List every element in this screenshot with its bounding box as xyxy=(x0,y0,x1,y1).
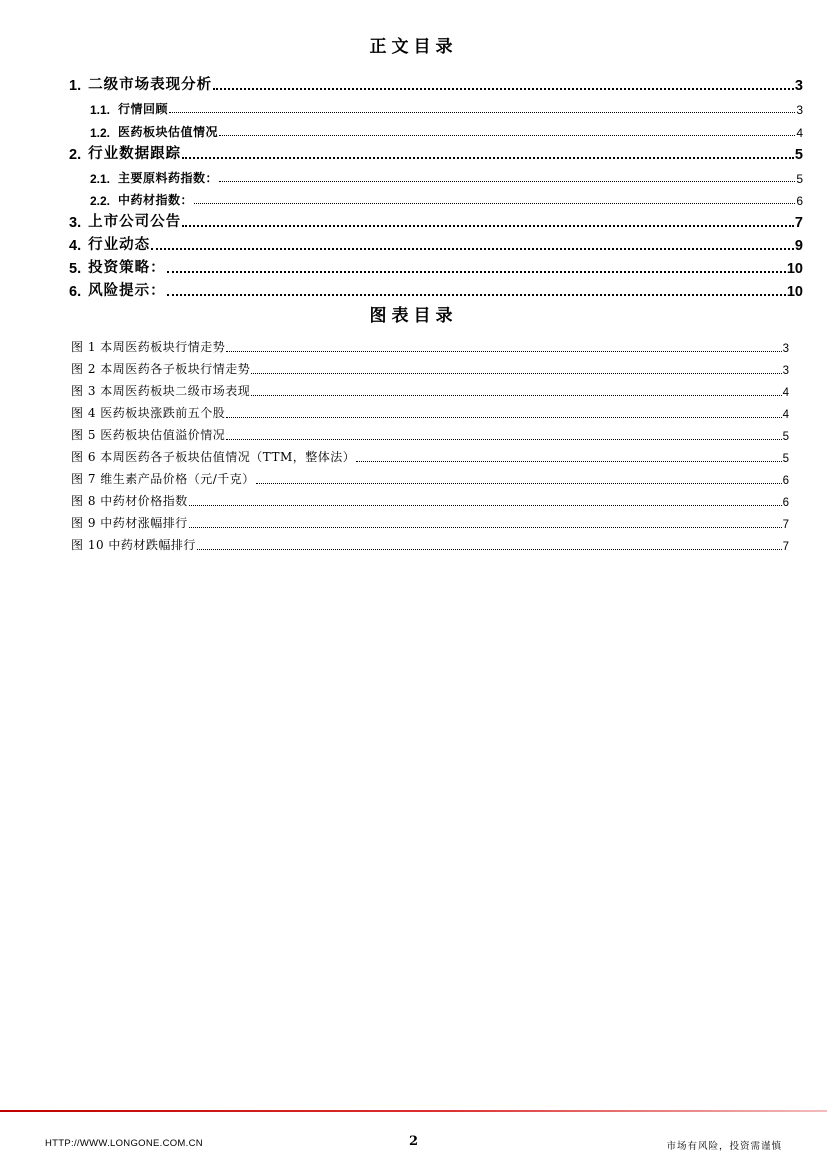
toc-entry-label: 行业数据跟踪 xyxy=(88,145,182,162)
figure-entry-page: 6 xyxy=(782,475,789,487)
leader-dots xyxy=(213,87,794,90)
toc-entry-page: 5 xyxy=(796,172,803,186)
leader-dots xyxy=(182,156,794,159)
leader-dots xyxy=(189,504,782,506)
figure-entry-page: 5 xyxy=(782,431,789,443)
figure-entry[interactable] xyxy=(71,423,789,443)
figure-entry[interactable] xyxy=(71,445,789,465)
figure-entry-label: 图 8 中药材价格指数 xyxy=(71,494,188,508)
toc-title: 正文目录 xyxy=(369,37,458,57)
toc-entry-page: 7 xyxy=(794,215,803,231)
figure-entry-page: 4 xyxy=(782,387,789,399)
figure-entry[interactable] xyxy=(71,379,789,399)
figure-entry[interactable] xyxy=(71,335,789,355)
toc-entry-label: 上市公司公告 xyxy=(88,213,182,230)
toc-entry-page: 3 xyxy=(796,103,803,117)
toc-entry-number: 6. xyxy=(69,284,82,300)
figure-entry[interactable] xyxy=(71,489,789,509)
toc-entry-number: 4. xyxy=(69,238,82,254)
toc-entry-2[interactable] xyxy=(0,141,827,163)
figure-entry-label: 图 7 维生素产品价格（元/千克） xyxy=(71,472,255,486)
leader-dots xyxy=(251,372,781,374)
toc-entry-number: 5. xyxy=(69,261,82,277)
toc-entry-page: 5 xyxy=(794,147,803,163)
toc-entry-number: 2.1. xyxy=(90,172,111,186)
figure-entry[interactable] xyxy=(71,533,789,553)
toc-entry-label: 行情回顾 xyxy=(118,102,169,116)
leader-dots xyxy=(226,350,781,352)
toc-entry-1-2[interactable] xyxy=(0,118,827,140)
leader-dots xyxy=(356,460,781,462)
toc-entry-label: 投资策略： xyxy=(88,259,166,276)
toc-entry-label: 中药材指数： xyxy=(118,193,194,207)
footer-website-link[interactable]: HTTP://WWW.LONGONE.COM.CN xyxy=(45,1138,203,1149)
toc-entry-3[interactable] xyxy=(0,209,827,231)
figure-entry[interactable] xyxy=(71,357,789,377)
figure-entry-label: 图 9 中药材涨幅排行 xyxy=(71,516,188,530)
leader-dots xyxy=(169,111,795,113)
footer-divider xyxy=(0,1110,827,1112)
leader-dots xyxy=(251,394,781,396)
leader-dots xyxy=(167,270,786,273)
figure-entry-label: 图 5 医药板块估值溢价情况 xyxy=(71,428,226,442)
toc-entry-label: 二级市场表现分析 xyxy=(88,76,213,93)
leader-dots xyxy=(226,416,781,418)
figure-entry-page: 3 xyxy=(782,343,789,355)
toc-entry-number: 1. xyxy=(69,78,82,94)
figure-entry-label: 图 4 医药板块涨跌前五个股 xyxy=(71,406,226,420)
figure-entry-label: 图 6 本周医药各子板块估值情况（TTM，整体法） xyxy=(71,450,356,464)
leader-dots xyxy=(167,293,786,296)
toc-entry-page: 10 xyxy=(786,261,803,277)
toc-entry-page: 9 xyxy=(794,238,803,254)
toc-entry-label: 风险提示： xyxy=(88,282,166,299)
toc-entry-number: 3. xyxy=(69,215,82,231)
figure-entry-label: 图 1 本周医药板块行情走势 xyxy=(71,340,226,354)
figure-entry-page: 5 xyxy=(782,453,789,465)
leader-dots xyxy=(189,526,782,528)
toc-entry-label: 行业动态 xyxy=(88,236,151,253)
leader-dots xyxy=(219,134,795,136)
figure-entry-label: 图 2 本周医药各子板块行情走势 xyxy=(71,362,251,376)
figure-entry-page: 7 xyxy=(782,541,789,553)
figure-entry-page: 7 xyxy=(782,519,789,531)
toc-entry-number: 1.2. xyxy=(90,126,111,140)
figure-entry[interactable] xyxy=(71,401,789,421)
leader-dots xyxy=(226,438,781,440)
toc-entry-label: 主要原料药指数： xyxy=(118,171,219,185)
figure-entry-page: 6 xyxy=(782,497,789,509)
leader-dots xyxy=(256,482,782,484)
toc-entry-2-1[interactable] xyxy=(0,164,827,186)
page-number: 2 xyxy=(408,1134,419,1149)
toc-entry-5[interactable] xyxy=(0,255,827,277)
toc-entry-page: 10 xyxy=(786,284,803,300)
toc-entry-number: 2. xyxy=(69,147,82,163)
toc-entry-number: 1.1. xyxy=(90,103,111,117)
toc-entry-label: 医药板块估值情况 xyxy=(118,125,219,139)
leader-dots xyxy=(182,224,794,227)
leader-dots xyxy=(197,548,782,550)
leader-dots xyxy=(194,202,795,204)
toc-entry-page: 6 xyxy=(796,194,803,208)
toc-entry-6[interactable] xyxy=(0,278,827,300)
leader-dots xyxy=(151,247,794,250)
toc-entry-1[interactable] xyxy=(0,72,827,94)
toc-entry-number: 2.2. xyxy=(90,194,111,208)
figure-entry-label: 图 10 中药材跌幅排行 xyxy=(71,538,196,552)
figure-entry-page: 4 xyxy=(782,409,789,421)
leader-dots xyxy=(219,180,795,182)
toc-entry-1-1[interactable] xyxy=(0,95,827,117)
toc-entry-4[interactable] xyxy=(0,232,827,254)
toc-entry-page: 3 xyxy=(794,78,803,94)
figure-entry-page: 3 xyxy=(782,365,789,377)
toc-entry-page: 4 xyxy=(796,126,803,140)
figure-entry-label: 图 3 本周医药板块二级市场表现 xyxy=(71,384,251,398)
figure-list-title: 图表目录 xyxy=(369,306,458,326)
figure-entry[interactable] xyxy=(71,467,789,487)
footer-disclaimer: 市场有风险，投资需谨慎 xyxy=(666,1141,782,1152)
toc-entry-2-2[interactable] xyxy=(0,186,827,208)
figure-entry[interactable] xyxy=(71,511,789,531)
